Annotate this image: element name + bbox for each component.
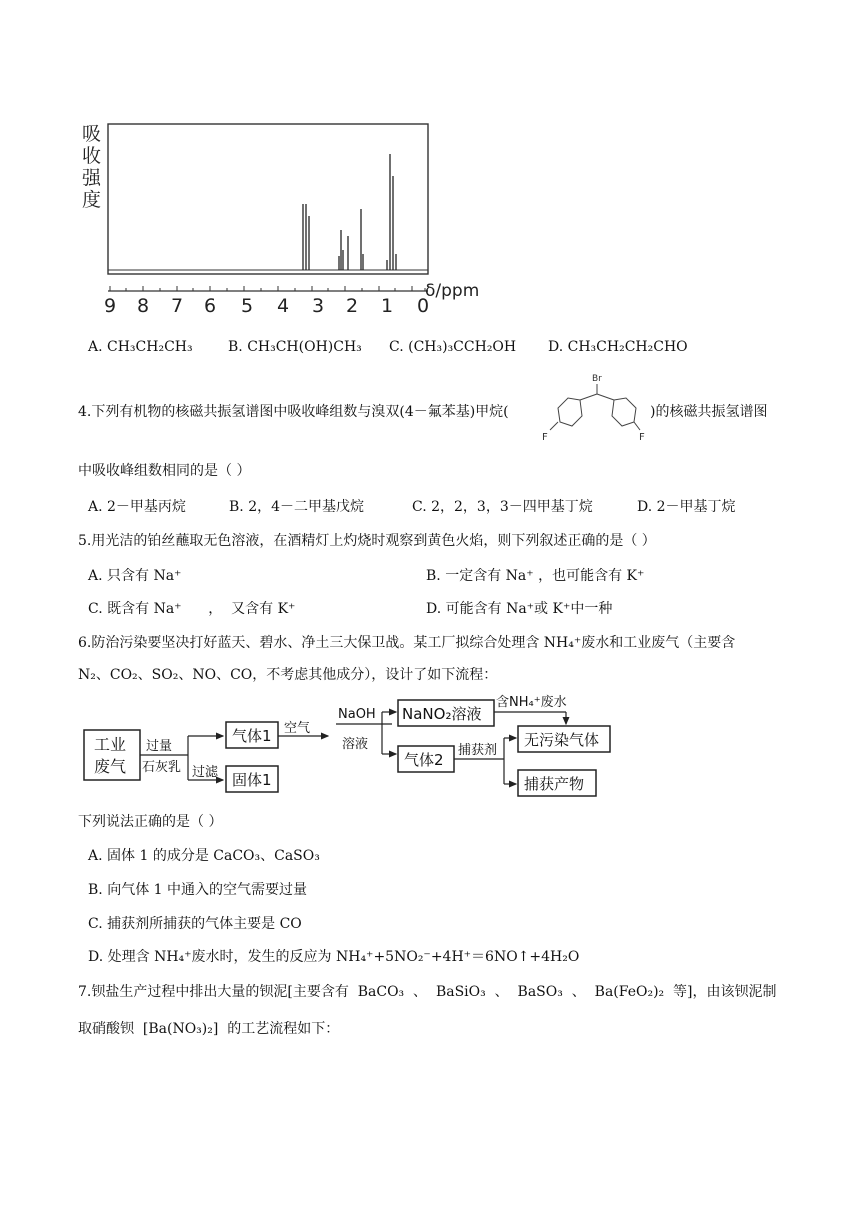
lime-label: 石灰乳 bbox=[142, 760, 182, 775]
benzene-ring-left bbox=[558, 398, 582, 426]
waste-gas-label: 工业 bbox=[94, 735, 127, 754]
q5-option-a[interactable]: A. 只含有 Na⁺ bbox=[88, 568, 182, 584]
q4-option-b[interactable]: B. 2，4－二甲基戊烷 bbox=[229, 499, 365, 515]
nmr-ylabel-char: 强 bbox=[82, 167, 102, 189]
nmr-tick-label: 9 bbox=[103, 295, 117, 317]
q6-stem-line1: 6.防治污染要坚决打好蓝天、碧水、净土三大保卫战。某工厂拟综合处理含 NH₄⁺废水和工业废气（主要含 bbox=[78, 635, 736, 651]
nmr-tick-label: 1 bbox=[380, 295, 394, 317]
nmr-ylabel bbox=[82, 123, 102, 211]
nmr-ticks bbox=[110, 286, 425, 291]
q7-stem-line1: 7.钡盐生产过程中排出大量的钡泥[主要含有 BaCO₃ 、 BaSiO₃ 、 BaSO₃ 、 Ba(FeO₂)₂ 等]，由该钡泥制 bbox=[78, 984, 777, 1000]
molecule-br-label: Br bbox=[592, 374, 602, 384]
molecule-f-label: F bbox=[542, 432, 548, 443]
q6-option-c[interactable]: C. 捕获剂所捕获的气体主要是 CO bbox=[88, 916, 302, 932]
nmr-tick-label: 6 bbox=[203, 295, 217, 317]
q6-option-a[interactable]: A. 固体 1 的成分是 CaCO₃、CaSO₃ bbox=[88, 848, 320, 864]
solid1-label: 固体1 bbox=[232, 771, 272, 789]
clean-gas-label: 无污染气体 bbox=[524, 731, 600, 749]
capture-product-label: 捕获产物 bbox=[524, 775, 585, 793]
q6-stem-line2: N₂、CO₂、SO₂、NO、CO，不考虑其他成分），设计了如下流程： bbox=[78, 667, 498, 683]
nmr-frame bbox=[108, 124, 428, 274]
excess-label: 过量 bbox=[146, 739, 173, 754]
q4-option-c[interactable]: C. 2，2，3，3－四甲基丁烷 bbox=[412, 499, 593, 515]
nano2-label: NaNO₂溶液 bbox=[402, 705, 482, 723]
air-label: 空气 bbox=[284, 721, 311, 736]
nmr-tick-label: 8 bbox=[136, 295, 150, 317]
q5-option-d[interactable]: D. 可能含有 Na⁺或 K⁺中一种 bbox=[426, 601, 613, 617]
nmr-tick-label: 0 bbox=[416, 295, 430, 317]
nmr-spectrum bbox=[80, 118, 500, 318]
q4-stem-part2: )的核磁共振氢谱图 bbox=[650, 404, 768, 420]
q5-option-c[interactable]: C. 既含有 Na⁺ ， 又含有 K⁺ bbox=[88, 601, 296, 617]
filter-label: 过滤 bbox=[192, 765, 219, 780]
q6-option-d[interactable]: D. 处理含 NH₄⁺废水时，发生的反应为 NH₄⁺+5NO₂⁻+4H⁺＝6NO↑+4H₂O bbox=[88, 949, 580, 965]
q3-option-d[interactable]: D. CH₃CH₂CH₂CHO bbox=[548, 339, 688, 355]
nmr-tick-label: 2 bbox=[345, 295, 359, 317]
capture-agent-label: 捕获剂 bbox=[458, 743, 498, 758]
nmr-tick-label: 4 bbox=[276, 295, 290, 317]
gas2-label: 气体2 bbox=[404, 751, 444, 769]
nmr-peaks bbox=[303, 154, 396, 270]
q7-stem-line2: 取硝酸钡 [Ba(NO₃)₂] 的工艺流程如下： bbox=[78, 1021, 340, 1037]
solution-label: 溶液 bbox=[342, 737, 369, 752]
q4-stem-part1: 4.下列有机物的核磁共振氢谱图中吸收峰组数与溴双(4－氟苯基)甲烷( bbox=[78, 404, 509, 420]
q3-option-b[interactable]: B. CH₃CH(OH)CH₃ bbox=[228, 339, 362, 355]
benzene-ring-right bbox=[612, 398, 636, 426]
q5-option-b[interactable]: B. 一定含有 Na⁺ ，也可能含有 K⁺ bbox=[426, 568, 645, 584]
molecule-structure bbox=[540, 370, 650, 444]
nmr-ylabel-char: 吸 bbox=[82, 123, 102, 145]
nmr-tick-labels bbox=[104, 295, 429, 317]
naoh-label: NaOH bbox=[338, 707, 376, 722]
nmr-x-unit: δ/ppm bbox=[425, 281, 480, 301]
nmr-tick-label: 5 bbox=[240, 295, 254, 317]
nmr-ylabel-char: 收 bbox=[82, 145, 102, 167]
q3-option-c[interactable]: C. (CH₃)₃CCH₂OH bbox=[389, 339, 517, 355]
q6-flow-diagram bbox=[80, 692, 620, 804]
q3-option-a[interactable]: A. CH₃CH₂CH₃ bbox=[88, 339, 193, 355]
nmr-tick-label: 7 bbox=[170, 295, 184, 317]
waste-gas-label: 废气 bbox=[94, 757, 127, 776]
q4-stem-part3: 中吸收峰组数相同的是（ ） bbox=[78, 463, 251, 479]
q4-option-a[interactable]: A. 2－甲基丙烷 bbox=[88, 499, 186, 515]
nh4-waste-label: 含NH₄⁺废水 bbox=[496, 695, 567, 710]
q6-lead: 下列说法正确的是（ ） bbox=[78, 814, 223, 830]
gas1-label: 气体1 bbox=[232, 727, 272, 745]
q5-stem: 5.用光洁的铂丝蘸取无色溶液，在酒精灯上灼烧时观察到黄色火焰，则下列叙述正确的是（ ） bbox=[78, 533, 656, 549]
molecule-f-label: F bbox=[639, 432, 645, 443]
nmr-tick-label: 3 bbox=[311, 295, 325, 317]
q6-option-b[interactable]: B. 向气体 1 中通入的空气需要过量 bbox=[88, 882, 307, 898]
q4-option-d[interactable]: D. 2－甲基丁烷 bbox=[637, 499, 736, 515]
nmr-ylabel-char: 度 bbox=[82, 189, 102, 211]
